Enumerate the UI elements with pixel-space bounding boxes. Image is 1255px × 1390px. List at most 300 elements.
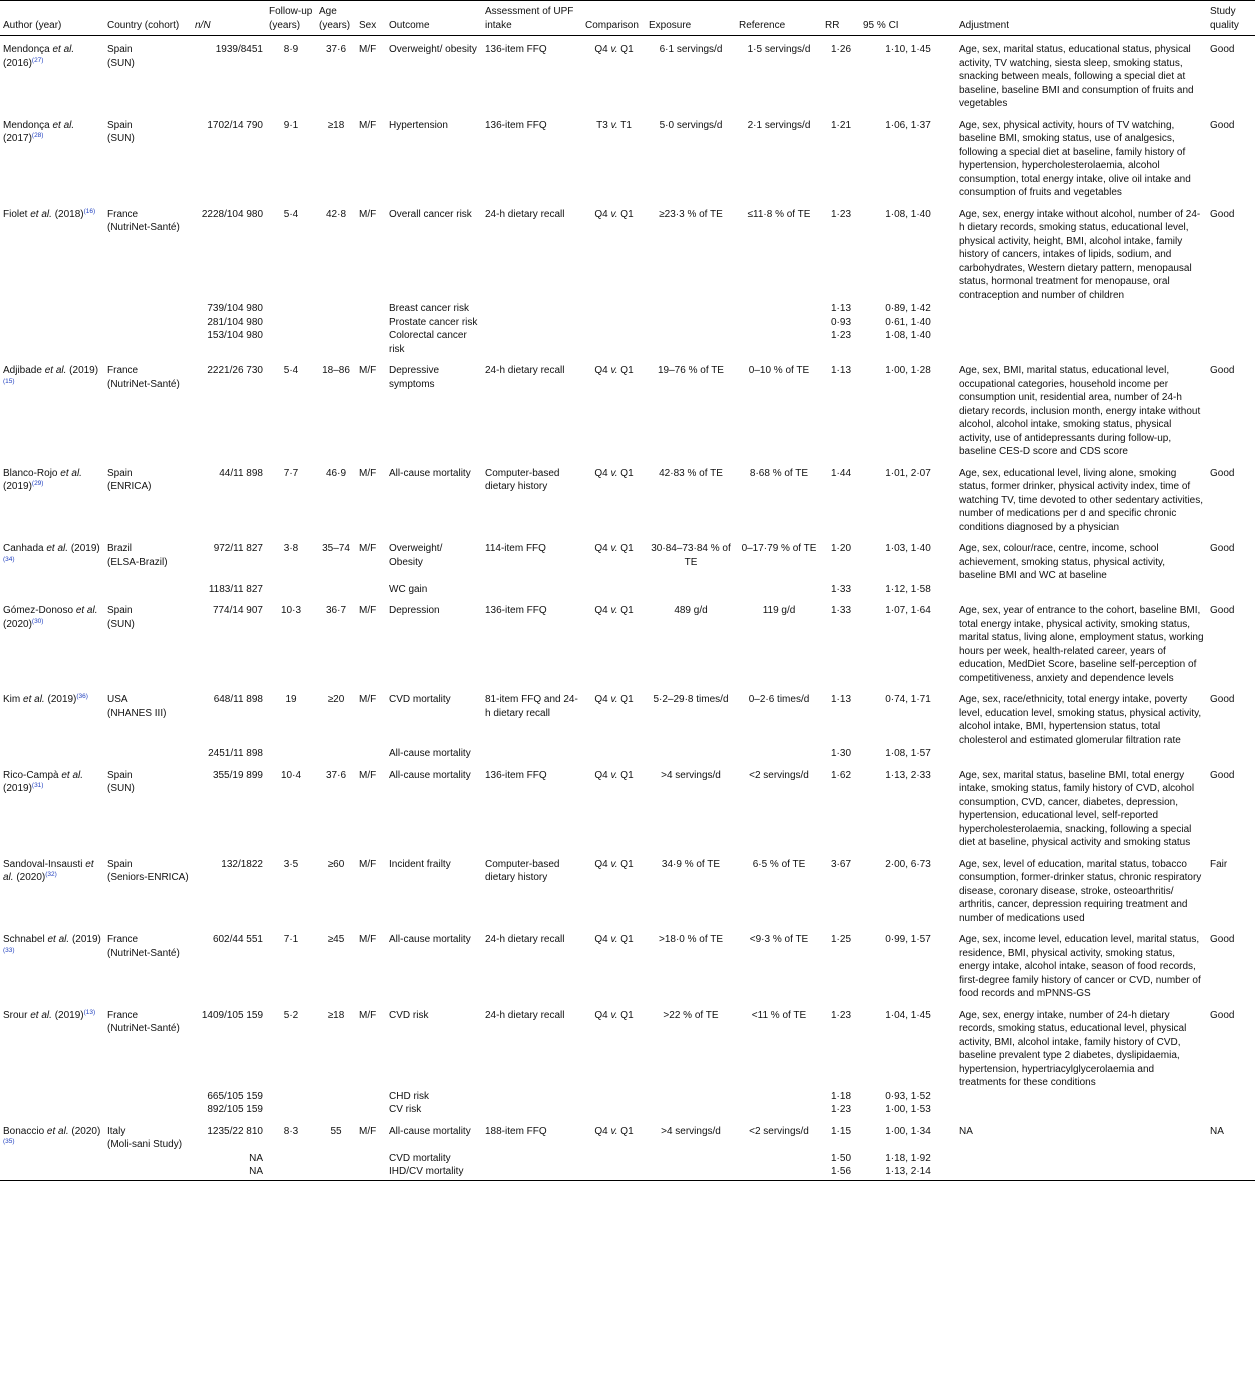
country-name: France (107, 365, 139, 376)
reference-cell (736, 747, 822, 762)
reference-cell (736, 329, 822, 357)
country-cell (104, 747, 192, 762)
author-etal: et al. (75, 605, 98, 616)
reference-cell: ≤11·8 % of TE (747, 208, 811, 220)
country-cell (104, 1152, 192, 1166)
reference-cell (736, 1152, 822, 1166)
followup-cell: 5·4 (283, 365, 299, 376)
outcome-cell: All-cause mortality (389, 934, 471, 945)
exposure-cell: >4 servings/d (661, 769, 721, 781)
country-cell (104, 583, 192, 598)
assessment-cell: 24-h dietary recall (485, 934, 565, 945)
sex-cell (356, 329, 386, 357)
exposure-cell (646, 747, 736, 762)
exposure-cell: 34·9 % of TE (661, 858, 721, 870)
rr-cell: 1·23 (830, 1009, 851, 1021)
citation-link[interactable]: (16) (83, 207, 96, 215)
adjustment-cell (956, 583, 1207, 598)
outcome-cell: All-cause mortality (389, 1125, 471, 1137)
country-cell (104, 460, 192, 536)
header-followup: Follow-up (years) (266, 1, 316, 36)
rr-cell: 1·33 (830, 583, 851, 595)
country-cell (104, 201, 192, 303)
author-cell (0, 1152, 104, 1166)
sex-cell: M/F (359, 119, 377, 131)
country-cell (104, 302, 192, 316)
table-row (0, 1152, 1255, 1166)
followup-cell: 8·9 (283, 44, 299, 55)
citation-link[interactable]: (27) (31, 56, 44, 64)
outcome-cell: Prostate cancer risk (389, 316, 478, 328)
quality-cell (1207, 1152, 1255, 1166)
n-cell: 665/105 159 (207, 1090, 263, 1102)
country-cell (104, 357, 192, 460)
ci-cell: 1·12, 1·58 (885, 583, 931, 595)
citation-link[interactable]: (35) (3, 1138, 15, 1145)
comparison-cell: Q4 v. Q1 (594, 1009, 634, 1021)
quality-cell: Good (1210, 934, 1235, 945)
author-cell (0, 1103, 104, 1118)
sex-cell (356, 1103, 386, 1118)
n-cell: 602/44 551 (212, 934, 263, 945)
quality-cell: Good (1210, 119, 1235, 131)
age-cell: 36·7 (325, 605, 346, 616)
table-row (0, 1165, 1255, 1180)
citation-link[interactable]: (34) (3, 555, 15, 563)
ci-cell: 0·99, 1·57 (885, 934, 931, 945)
age-cell: 18–86 (322, 365, 350, 376)
outcome-cell: Overweight/ obesity (389, 44, 477, 55)
citation-link[interactable]: (32) (45, 871, 57, 878)
followup-cell: 5·2 (283, 1009, 299, 1021)
author-cell (0, 302, 104, 316)
author-etal: et al. (61, 769, 84, 781)
followup-cell: 19 (285, 694, 297, 705)
ci-cell: 1·03, 1·40 (885, 543, 931, 554)
age-cell: 55 (330, 1125, 342, 1137)
author-cell (0, 1002, 104, 1090)
sex-cell (356, 1090, 386, 1104)
ci-cell: 2·00, 6·73 (885, 858, 931, 870)
country-name: Spain (107, 769, 133, 781)
sex-cell: M/F (359, 858, 377, 870)
country-cell (104, 535, 192, 583)
versus-label: v. (610, 605, 618, 616)
quality-cell: Fair (1210, 858, 1228, 870)
comparison-cell: Q4 v. Q1 (594, 208, 634, 220)
author-cell (0, 535, 104, 583)
author-name: Canhada (3, 543, 44, 554)
ci-cell: 1·18, 1·92 (885, 1152, 931, 1164)
followup-cell (266, 329, 316, 357)
assessment-cell (482, 583, 582, 598)
cohort-name: (SUN) (107, 57, 135, 69)
sex-cell: M/F (359, 543, 377, 554)
reference-cell: 6·5 % of TE (752, 858, 806, 870)
table-row (0, 460, 1255, 536)
adjustment-cell: Age, sex, energy intake without alcohol, number of 24-h dietary records, smoking status, educational level, physical activity, height, BMI, alcohol intake, family history of cancers, intakes of lipids, sodium, and carbohydrates, Western dietary pattern, menopausal status, hormonal treatment for menopause, oral contraception and number of children (959, 208, 1201, 301)
table-row (0, 535, 1255, 583)
age-cell: 35–74 (322, 543, 350, 554)
author-cell (0, 329, 104, 357)
outcome-cell: Breast cancer risk (389, 303, 470, 314)
n-cell: 774/14 907 (212, 605, 263, 616)
country-cell (104, 1118, 192, 1152)
header-age: Age (years) (316, 1, 356, 36)
n-cell: 739/104 980 (207, 303, 263, 314)
author-year: (2019) (3, 481, 32, 492)
comparison-cell (582, 1090, 646, 1104)
n-cell: 153/104 980 (207, 330, 263, 341)
quality-cell (1207, 302, 1255, 316)
comparison-cell: Q4 v. Q1 (594, 858, 634, 870)
sex-cell: M/F (359, 365, 377, 376)
reference-cell: 0–10 % of TE (748, 365, 810, 376)
versus-label: v. (610, 769, 618, 781)
sex-cell: M/F (359, 934, 377, 945)
n-cell: 892/105 159 (207, 1104, 263, 1115)
citation-link[interactable]: (28) (31, 132, 44, 139)
country-name: Brazil (107, 543, 133, 554)
header-sex: Sex (356, 1, 386, 36)
ci-cell: 1·07, 1·64 (885, 605, 931, 616)
cohort-name: (ELSA-Brazil) (107, 556, 168, 568)
exposure-cell: 42·83 % of TE (659, 467, 723, 479)
author-cell (0, 851, 104, 927)
author-year: (2016) (3, 57, 32, 69)
country-cell (104, 926, 192, 1002)
sex-cell: M/F (359, 769, 377, 781)
ci-cell: 1·00, 1·28 (885, 365, 931, 376)
versus-label: v. (610, 934, 618, 945)
outcome-cell: All-cause mortality (389, 467, 471, 479)
followup-cell: 7·1 (283, 934, 299, 945)
n-cell: 2451/11 898 (208, 748, 263, 759)
followup-cell: 8·3 (283, 1125, 299, 1137)
rr-cell: 1·13 (830, 694, 851, 705)
sex-cell: M/F (359, 1009, 377, 1021)
author-cell (0, 460, 104, 536)
ci-cell: 1·06, 1·37 (885, 119, 931, 131)
outcome-cell: Depression (389, 605, 440, 616)
adjustment-cell: Age, sex, colour/race, centre, income, school achievement, smoking status, physical activity, baseline BMI and WC at baseline (959, 543, 1166, 581)
author-name: Mendonça (3, 44, 50, 55)
quality-cell (1207, 1165, 1255, 1180)
country-cell (104, 316, 192, 330)
author-year: (2019) (3, 783, 32, 794)
comparison-cell: Q4 v. Q1 (594, 1125, 634, 1137)
reference-cell: <2 servings/d (749, 769, 809, 781)
comparison-cell: Q4 v. Q1 (594, 934, 634, 945)
country-name: France (107, 934, 139, 945)
followup-cell: 3·8 (283, 543, 299, 554)
ci-cell: 1·13, 2·33 (885, 769, 931, 781)
author-year: (2019) (54, 1009, 84, 1021)
comparison-cell (582, 329, 646, 357)
quality-cell: Good (1210, 543, 1235, 554)
author-cell (0, 597, 104, 686)
versus-label: v. (610, 365, 618, 376)
followup-cell (266, 302, 316, 316)
author-etal: et al. (44, 365, 67, 376)
country-cell (104, 1090, 192, 1104)
header-quality: Study quality (1207, 1, 1255, 36)
country-name: Italy (107, 1125, 126, 1137)
exposure-cell (646, 1090, 736, 1104)
outcome-cell: Hypertension (389, 119, 448, 131)
followup-cell: 5·4 (283, 208, 299, 220)
country-name: USA (107, 694, 128, 705)
age-cell (316, 583, 356, 598)
citation-link[interactable]: (13) (83, 1008, 96, 1016)
ci-cell: 0·93, 1·52 (885, 1090, 931, 1102)
n-cell: 355/19 899 (212, 769, 263, 781)
citation-link[interactable]: (15) (3, 377, 15, 385)
comparison-cell: Q4 v. Q1 (594, 769, 634, 781)
comparison-cell: T3 v. T1 (596, 119, 632, 131)
outcome-cell: Overall cancer risk (389, 208, 472, 220)
adjustment-cell (956, 747, 1207, 762)
table-row (0, 1002, 1255, 1090)
author-year: (2020) (16, 872, 46, 883)
author-cell (0, 201, 104, 303)
age-cell: 42·8 (325, 208, 346, 220)
quality-cell: Good (1210, 467, 1235, 479)
country-cell (104, 1002, 192, 1090)
adjustment-cell: Age, sex, year of entrance to the cohort, baseline BMI, total energy intake, physical activity, smoking status, marital status, living alone, employment status, working hours per week, health-related career, years of education, MedDiet Score, baseline self-perception of competitiveness, anxiety and dependence levels (959, 605, 1204, 684)
author-name: Srour (3, 1009, 28, 1021)
comparison-cell: Q4 v. Q1 (594, 365, 634, 376)
country-cell (104, 597, 192, 686)
reference-cell (736, 302, 822, 316)
header-outcome: Outcome (386, 1, 482, 36)
author-year: (2019) (69, 365, 99, 376)
versus-label: v. (610, 543, 618, 554)
author-etal: et al. (52, 44, 75, 55)
assessment-cell (482, 1165, 582, 1180)
comparison-cell (582, 302, 646, 316)
rr-cell: 1·23 (830, 1104, 851, 1115)
outcome-cell: Incident frailty (389, 858, 451, 870)
table-row (0, 357, 1255, 460)
ci-cell: 1·10, 1·45 (885, 44, 931, 55)
age-cell: ≥45 (327, 934, 345, 945)
n-cell: 972/11 827 (213, 543, 263, 554)
followup-cell: 7·7 (283, 467, 299, 479)
cohort-name: (ENRICA) (107, 481, 152, 492)
country-cell (104, 112, 192, 201)
citation-link[interactable]: (31) (31, 782, 44, 789)
author-year: (2019) (47, 694, 77, 705)
outcome-cell: All-cause mortality (389, 769, 471, 781)
author-name: Schnabel (3, 934, 45, 945)
country-cell (104, 762, 192, 851)
rr-cell: 1·33 (830, 605, 851, 616)
exposure-cell (646, 316, 736, 330)
author-cell (0, 926, 104, 1002)
cohort-name: (SUN) (107, 618, 135, 630)
sex-cell (356, 302, 386, 316)
assessment-cell: 136-item FFQ (485, 44, 547, 55)
versus-label: v. (610, 467, 618, 479)
author-cell (0, 762, 104, 851)
rr-cell: 1·15 (830, 1125, 851, 1137)
table-row (0, 112, 1255, 201)
age-cell (316, 1152, 356, 1166)
exposure-cell: 5·0 servings/d (659, 119, 723, 131)
reference-cell: <2 servings/d (749, 1125, 809, 1137)
citation-link[interactable]: (30) (31, 617, 44, 625)
versus-label: v. (610, 1009, 618, 1021)
adjustment-cell: Age, sex, level of education, marital status, tobacco consumption, former-drinker status, chronic respiratory disease, coronary disease, stroke, osteoarthritis/ arthritis, cancer, depression requiring treatment and number of medications used (959, 858, 1202, 924)
n-cell: 1939/8451 (215, 44, 263, 55)
age-cell (316, 747, 356, 762)
reference-cell (736, 316, 822, 330)
ci-cell: 1·13, 2·14 (860, 1165, 956, 1180)
rr-cell: 1·50 (830, 1152, 851, 1164)
country-name: Spain (107, 119, 133, 131)
versus-label: v. (610, 694, 618, 705)
outcome-cell: Colorectal cancer risk (389, 330, 467, 355)
adjustment-cell: Age, sex, marital status, educational status, physical activity, TV watching, siesta sleep, smoking status, snacking between meals, following a special diet at baseline, baseline BMI and consumption of fruits and vegetables (959, 44, 1194, 109)
author-etal: et al. (46, 1125, 69, 1137)
adjustment-cell: Age, sex, educational level, living alone, smoking status, former drinker, physical activity index, time of watching TV, time devoted to other sedentary activities, number of medications per d and specific chronic conditions diagnosed by a physician (959, 467, 1204, 533)
sex-cell: M/F (359, 694, 377, 705)
versus-label: v. (610, 858, 618, 870)
age-cell: 37·6 (325, 769, 346, 781)
country-name: Spain (107, 605, 133, 616)
quality-cell: NA (1210, 1125, 1224, 1137)
quality-cell: Good (1210, 208, 1235, 220)
comparison-cell: Q4 v. Q1 (594, 543, 634, 554)
age-cell (316, 329, 356, 357)
adjustment-cell (956, 1103, 1207, 1118)
age-cell: ≥20 (327, 694, 345, 705)
reference-cell: 0–2·6 times/d (748, 694, 810, 705)
cohort-name: (NutriNet-Santé) (107, 1023, 180, 1034)
table-row (0, 597, 1255, 686)
assessment-cell: 81-item FFQ and 24-h dietary recall (485, 694, 578, 719)
author-year: (2020) (71, 1125, 101, 1137)
n-cell: 2221/26 730 (207, 365, 263, 376)
assessment-cell: 136-item FFQ (485, 605, 547, 616)
table-row (0, 1103, 1255, 1118)
ci-cell: 1·00, 1·34 (885, 1125, 931, 1137)
adjustment-cell (956, 1090, 1207, 1104)
n-cell: 1702/14 790 (207, 119, 263, 131)
exposure-cell (646, 1152, 736, 1166)
cohort-name: (NutriNet-Santé) (107, 222, 180, 233)
author-cell (0, 686, 104, 747)
exposure-cell: 6·1 servings/d (659, 44, 723, 55)
ci-cell: 0·61, 1·40 (885, 316, 931, 328)
comparison-cell: Q4 v. Q1 (594, 467, 634, 479)
citation-link[interactable]: (36) (76, 693, 88, 700)
table-row (0, 762, 1255, 851)
assessment-cell (482, 1090, 582, 1104)
sex-cell: M/F (359, 467, 377, 479)
comparison-cell (582, 747, 646, 762)
rr-cell: 1·18 (830, 1090, 851, 1102)
exposure-cell: >22 % of TE (663, 1009, 719, 1021)
rr-cell: 1·23 (830, 208, 851, 220)
citation-link[interactable]: (33) (3, 946, 15, 954)
adjustment-cell: Age, sex, race/ethnicity, total energy intake, poverty level, education level, smoking status, physical activity, alcohol intake, BMI, hypertension status, total cholesterol and estimated glomerular filtration rate (959, 694, 1202, 746)
adjustment-cell: Age, sex, BMI, marital status, educational level, occupational categories, household income per consumption unit, residential area, number of 24-h dietary records, inclusion month, energy intake without alcohol, alcohol intake, smoking status, physical activity, use of antidepressants during follow-up, baseline CES-D score and CDS score (959, 365, 1201, 457)
sex-cell (356, 747, 386, 762)
table-row (0, 851, 1255, 927)
assessment-cell: 24-h dietary recall (485, 365, 565, 376)
n-cell: 648/11 898 (213, 694, 263, 705)
reference-cell: <9·3 % of TE (749, 934, 809, 945)
versus-label: v. (610, 208, 618, 220)
reference-cell: 8·68 % of TE (749, 467, 809, 479)
sex-cell (356, 316, 386, 330)
quality-cell (1207, 329, 1255, 357)
followup-cell (266, 583, 316, 598)
comparison-cell: Q4 v. Q1 (594, 44, 634, 55)
reference-cell: 1·5 servings/d (747, 44, 811, 55)
exposure-cell: >18·0 % of TE (658, 934, 724, 945)
rr-cell: 3·67 (830, 858, 851, 870)
cohort-name: (Seniors-ENRICA) (107, 872, 189, 883)
header-ci: 95 % CI (860, 1, 956, 36)
sex-cell (356, 583, 386, 598)
followup-cell: 3·5 (283, 858, 299, 870)
header-author: Author (year) (0, 1, 104, 36)
author-etal: et al. (3, 858, 94, 883)
author-name: Bonaccio (3, 1125, 45, 1137)
table-row (0, 686, 1255, 747)
assessment-cell (482, 1103, 582, 1118)
sex-cell: M/F (359, 44, 377, 55)
comparison-cell (582, 1165, 646, 1180)
ci-cell: 1·08, 1·40 (885, 208, 931, 220)
n-cell: 1409/105 159 (201, 1009, 263, 1021)
reference-cell: 0–17·79 % of TE (741, 543, 817, 554)
assessment-cell: 188-item FFQ (485, 1125, 547, 1137)
age-cell (316, 302, 356, 316)
exposure-cell (646, 1165, 736, 1180)
sex-cell: M/F (359, 605, 377, 616)
followup-cell: 10·3 (280, 605, 301, 616)
age-cell: 46·9 (325, 467, 346, 479)
author-etal: et al. (46, 543, 69, 554)
sex-cell (356, 1165, 386, 1180)
ci-cell: 1·08, 1·57 (885, 748, 931, 759)
cohort-name: (SUN) (107, 133, 135, 144)
author-cell (0, 112, 104, 201)
rr-cell: 1·62 (830, 769, 851, 781)
cohort-name: (Moli-sani Study) (107, 1139, 183, 1150)
n-cell: 2228/104 980 (201, 208, 263, 220)
quality-cell: Good (1210, 365, 1235, 376)
versus-label: v. (610, 44, 618, 55)
quality-cell (1207, 316, 1255, 330)
table-body (0, 36, 1255, 1181)
country-name: Spain (107, 44, 133, 55)
reference-cell (736, 1165, 822, 1180)
exposure-cell (646, 1103, 736, 1118)
ci-cell: 1·00, 1·53 (885, 1104, 931, 1115)
author-etal: et al. (23, 694, 45, 705)
versus-label: v. (610, 119, 618, 131)
country-cell (104, 1103, 192, 1118)
citation-link[interactable]: (29) (31, 480, 44, 487)
age-cell (316, 316, 356, 330)
n-cell: NA (192, 1165, 266, 1180)
outcome-cell: All-cause mortality (389, 748, 471, 759)
